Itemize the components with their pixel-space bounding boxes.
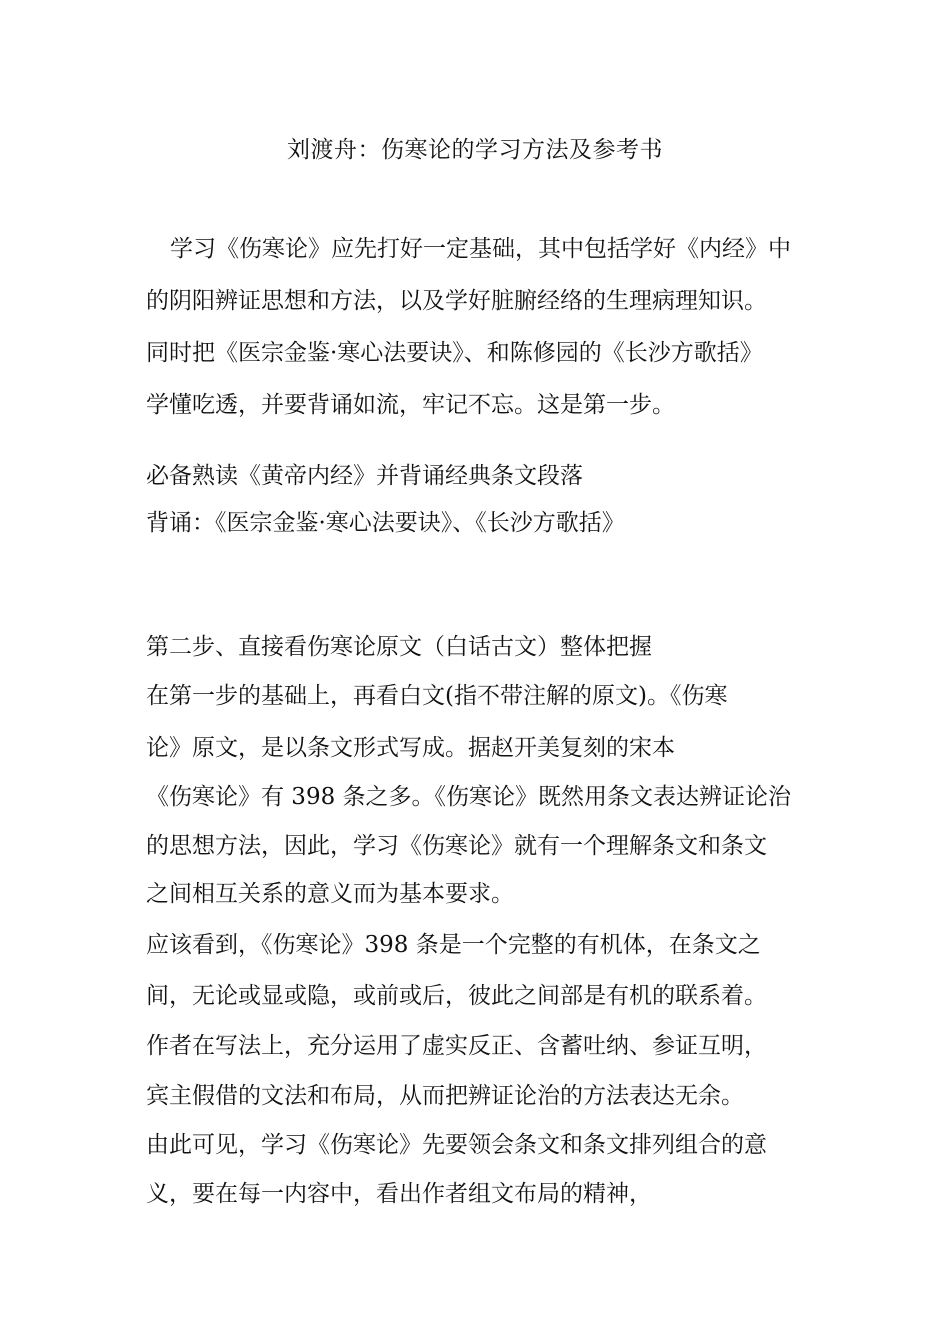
note-line-2: 背诵：《医宗金鉴·寒心法要诀》、《长沙方歌括》 — [146, 510, 625, 536]
paragraph-1-line-2: 的阴阳辨证思想和方法，以及学好脏腑经络的生理病理知识。 — [146, 288, 767, 314]
paragraph-2-line-3: 《伤寒论》有 398 条之多。《伤寒论》既然用条文表达辨证论治 — [146, 784, 792, 810]
paragraph-3-line-2: 间，无论或显或隐，或前或后，彼此之间部是有机的联系着。 — [146, 983, 767, 1009]
paragraph-2-line-5: 之间相互关系的意义而为基本要求。 — [146, 881, 514, 907]
paragraph-2-line-2: 论》原文，是以条文形式写成。据赵开美复刻的宋本 — [146, 735, 675, 761]
paragraph-1-line-4: 学懂吃透，并要背诵如流，牢记不忘。这是第一步。 — [146, 392, 675, 418]
note-line-1: 必备熟读《黄帝内经》并背诵经典条文段落 — [146, 463, 583, 489]
paragraph-2-line-4: 的思想方法，因此，学习《伤寒论》就有一个理解条文和条文 — [146, 833, 767, 859]
paragraph-1-line-1: 学习《伤寒论》应先打好一定基础，其中包括学好《内经》中 — [170, 236, 791, 262]
paragraph-2-line-1: 在第一步的基础上，再看白文(指不带注解的原文)。《伤寒 — [146, 683, 728, 709]
paragraph-3-line-1: 应该看到，《伤寒论》398 条是一个完整的有机体，在条文之 — [146, 932, 761, 958]
paragraph-3-line-5: 由此可见，学习《伤寒论》先要领会条文和条文排列组合的意 — [146, 1132, 767, 1158]
step-2-heading: 第二步、直接看伤寒论原文（白话古文）整体把握 — [146, 634, 652, 660]
paragraph-3-line-4: 宾主假借的文法和布局，从而把辨证论治的方法表达无余。 — [146, 1083, 744, 1109]
paragraph-1-line-3: 同时把《医宗金鉴·寒心法要诀》、和陈修园的《长沙方歌括》 — [146, 340, 763, 366]
paragraph-3-line-3: 作者在写法上，充分运用了虚实反正、含蓄吐纳、参证互明， — [146, 1033, 767, 1059]
paragraph-3-line-6: 义，要在每一内容中，看出作者组文布局的精神， — [146, 1181, 652, 1207]
document-title: 刘渡舟：伤寒论的学习方法及参考书 — [287, 137, 663, 163]
